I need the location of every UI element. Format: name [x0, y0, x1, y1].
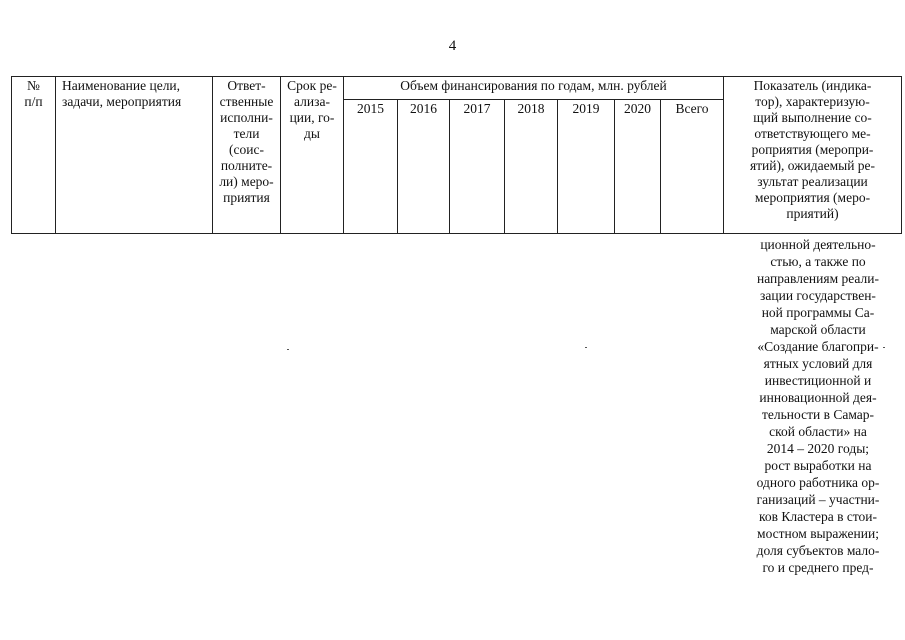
scan-speck: [883, 347, 885, 348]
scan-speck: [585, 347, 587, 348]
header-indicator: Показатель (индика- тор), характеризую- щий выполнение со- ответствующего ме- роприятия (меропри- ятий), ожидаемый ре- зультат реализации мероприятия (меро- приятий): [724, 77, 902, 234]
header-year: 2017: [450, 100, 505, 234]
header-year: 2016: [398, 100, 450, 234]
page-number: 4: [448, 38, 457, 54]
header-number: № п/п: [12, 77, 56, 234]
header-term: Срок ре- ализа- ции, го- ды: [281, 77, 344, 234]
scan-speck: [287, 349, 289, 350]
header-financing: Объем финансирования по годам, млн. рублей: [344, 77, 724, 100]
indicator-continuation-text: ционной деятельно- стью, а также по направлениям реали- зации государствен- ной программы Са- марской области «Создание благопри- ятных условий для инвестиционной и инновационной дея- тельности в Самар- ской области» на 2014 – 2020 годы; рост выработки на одного работника ор- ганизаций – участни- ков Кластера в стои- мостном выражении; доля субъектов мало- го и среднего пред-: [756, 237, 880, 575]
header-year: 2019: [558, 100, 615, 234]
header-total: Всего: [661, 100, 724, 234]
header-responsible: Ответ- ственные исполни- тели (соис- полните- ли) меро- приятия: [213, 77, 281, 234]
financing-table: [11, 76, 902, 234]
header-year: 2018: [505, 100, 558, 234]
header-name: Наименование цели, задачи, мероприятия: [56, 77, 213, 234]
header-year: 2020: [615, 100, 661, 234]
header-year: 2015: [344, 100, 398, 234]
